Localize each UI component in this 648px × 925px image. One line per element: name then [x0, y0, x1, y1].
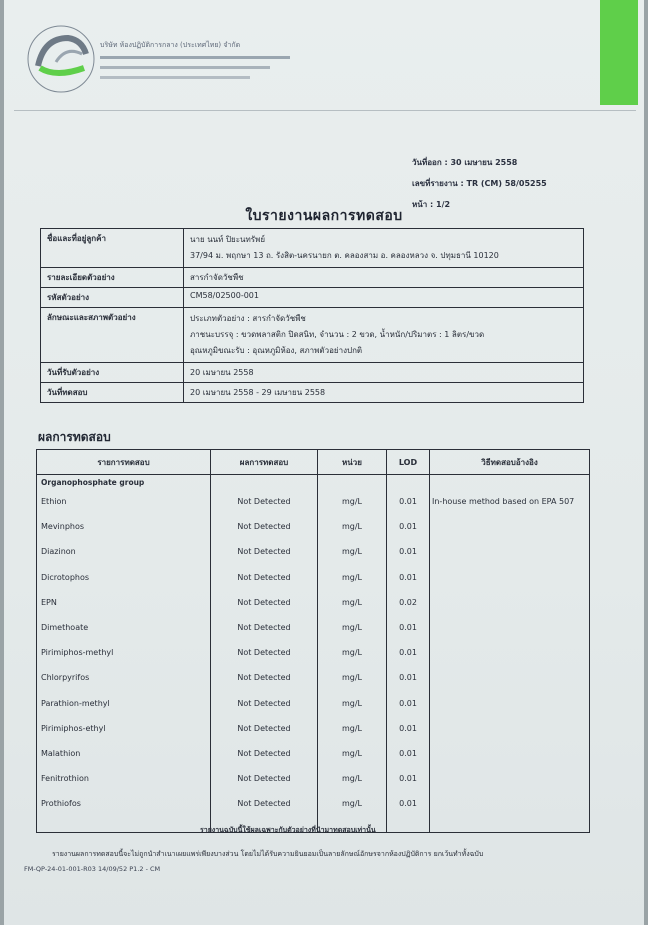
group-name: Organophosphate group: [37, 475, 211, 490]
test-unit: mg/L: [318, 565, 387, 590]
test-name: Pirimiphos-ethyl: [37, 716, 211, 741]
table-row: [37, 565, 590, 590]
test-result: Not Detected: [211, 741, 318, 766]
test-lod: 0.01: [387, 716, 430, 741]
col-header-unit: หน่วย: [318, 450, 387, 475]
test-unit: mg/L: [318, 615, 387, 640]
empty-cell: [211, 475, 318, 490]
report-number: เลขที่รายงาน : TR (CM) 58/05255: [412, 179, 547, 188]
test-method: [430, 691, 590, 716]
char-line: อุณหภูมิขณะรับ : อุณหภูมิห้อง, สภาพตัวอย่างปกติ: [190, 346, 363, 355]
test-method: [430, 565, 590, 590]
test-method: [430, 665, 590, 690]
test-lod: 0.01: [387, 640, 430, 665]
test-method: [430, 615, 590, 640]
info-row-sample: [41, 268, 584, 288]
empty-cell: [430, 816, 590, 833]
test-result: Not Detected: [211, 640, 318, 665]
table-row: [37, 615, 590, 640]
report-sheet: [4, 0, 644, 925]
test-result: Not Detected: [211, 716, 318, 741]
sample-value: สารกำจัดวัชพืช: [184, 268, 584, 288]
test-unit: mg/L: [318, 716, 387, 741]
results-header-row: [37, 450, 590, 475]
test-lod: 0.01: [387, 489, 430, 514]
test-lod: 0.01: [387, 615, 430, 640]
customer-label: ชื่อและที่อยู่ลูกค้า: [41, 229, 184, 268]
page-number: หน้า : 1/2: [412, 200, 451, 209]
tested-label: วันที่ทดสอบ: [41, 383, 184, 403]
test-method: [430, 590, 590, 615]
test-method: In-house method based on EPA 507: [430, 489, 590, 514]
test-result: Not Detected: [211, 691, 318, 716]
report-title: ใบรายงานผลการทดสอบ: [245, 208, 403, 224]
customer-address: 37/94 ม. พฤกษา 13 ถ. รังสิต-นครนายก ต. คลองสาม อ. คลองหลวง จ. ปทุมธานี 10120: [190, 251, 499, 260]
code-value: CM58/02500-001: [184, 288, 584, 308]
table-row: [37, 539, 590, 564]
test-result: Not Detected: [211, 489, 318, 514]
company-header: [100, 40, 290, 82]
test-name: Malathion: [37, 741, 211, 766]
test-lod: 0.01: [387, 565, 430, 590]
col-header-test: รายการทดสอบ: [37, 450, 211, 475]
test-result: Not Detected: [211, 590, 318, 615]
sample-info-table: [40, 228, 584, 403]
test-name: Dimethoate: [37, 615, 211, 640]
col-header-method: วิธีทดสอบอ้างอิง: [430, 450, 590, 475]
info-row-received: [41, 363, 584, 383]
test-lod: 0.01: [387, 791, 430, 816]
table-row: [37, 514, 590, 539]
test-unit: mg/L: [318, 741, 387, 766]
table-row: [37, 665, 590, 690]
results-title: ผลการทดสอบ: [38, 430, 111, 444]
company-logo-icon: [26, 24, 96, 94]
company-name: บริษัท ห้องปฏิบัติการกลาง (ประเทศไทย) จำกัด: [100, 41, 241, 49]
test-result: Not Detected: [211, 539, 318, 564]
test-result: Not Detected: [211, 615, 318, 640]
test-unit: mg/L: [318, 590, 387, 615]
info-row-customer: [41, 229, 584, 268]
table-row: [37, 590, 590, 615]
test-lod: 0.02: [387, 590, 430, 615]
customer-value: [184, 229, 584, 268]
test-name: Dicrotophos: [37, 565, 211, 590]
table-row: [37, 489, 590, 514]
col-header-lod: LOD: [387, 450, 430, 475]
green-corner-bar: [600, 0, 638, 105]
test-result: Not Detected: [211, 565, 318, 590]
test-name: Parathion-methyl: [37, 691, 211, 716]
test-lod: 0.01: [387, 539, 430, 564]
sample-label: รายละเอียดตัวอย่าง: [41, 268, 184, 288]
test-name: Chlorpyrifos: [37, 665, 211, 690]
test-name: Diazinon: [37, 539, 211, 564]
code-label: รหัสตัวอย่าง: [41, 288, 184, 308]
info-row-tested: [41, 383, 584, 403]
test-result: Not Detected: [211, 514, 318, 539]
table-row: [37, 741, 590, 766]
test-method: [430, 741, 590, 766]
test-result: Not Detected: [211, 665, 318, 690]
address-line-placeholder: [100, 56, 290, 59]
test-unit: mg/L: [318, 489, 387, 514]
test-unit: mg/L: [318, 665, 387, 690]
test-name: Mevinphos: [37, 514, 211, 539]
test-lod: 0.01: [387, 691, 430, 716]
test-lod: 0.01: [387, 514, 430, 539]
test-name: Fenitrothion: [37, 766, 211, 791]
empty-cell: [430, 475, 590, 490]
report-disclaimer: รายงานผลการทดสอบนี้จะไม่ถูกนำสำเนาเผยแพร่เพียงบางส่วน โดยไม่ได้รับความยินยอมเป็นลายลักษณ์อักษรจากห้องปฏิบัติการ ยกเว้นทำทั้งฉบับ: [52, 850, 484, 858]
test-method: [430, 640, 590, 665]
test-lod: 0.01: [387, 766, 430, 791]
tested-value: 20 เมษายน 2558 - 29 เมษายน 2558: [184, 383, 584, 403]
received-label: วันที่รับตัวอย่าง: [41, 363, 184, 383]
report-note: รายงานฉบับนี้ใช้ผลเฉพาะกับตัวอย่างที่นำมาทดสอบเท่านั้น: [200, 826, 376, 834]
results-table: [36, 449, 590, 833]
group-row: [37, 475, 590, 490]
customer-name: นาย นนท์ ปิยะนทรัพย์: [190, 235, 266, 244]
test-method: [430, 766, 590, 791]
test-unit: mg/L: [318, 514, 387, 539]
info-row-characteristics: [41, 308, 584, 363]
test-name: EPN: [37, 590, 211, 615]
test-unit: mg/L: [318, 691, 387, 716]
form-code: FM-QP-24-01-001-R03 14/09/52 P1.2 - CM: [24, 865, 161, 873]
table-row: [37, 640, 590, 665]
char-label: ลักษณะและสภาพตัวอย่าง: [41, 308, 184, 363]
empty-cell: [37, 816, 211, 833]
empty-cell: [387, 475, 430, 490]
table-row: [37, 691, 590, 716]
info-row-code: [41, 288, 584, 308]
table-row: [37, 766, 590, 791]
header-divider: [14, 110, 636, 111]
test-method: [430, 716, 590, 741]
test-method: [430, 791, 590, 816]
test-method: [430, 539, 590, 564]
test-unit: mg/L: [318, 766, 387, 791]
test-result: Not Detected: [211, 791, 318, 816]
empty-cell: [387, 816, 430, 833]
test-method: [430, 514, 590, 539]
test-lod: 0.01: [387, 665, 430, 690]
table-row: [37, 791, 590, 816]
test-name: Pirimiphos-methyl: [37, 640, 211, 665]
table-row: [37, 716, 590, 741]
char-line: ประเภทตัวอย่าง : สารกำจัดวัชพืช: [190, 314, 306, 323]
test-unit: mg/L: [318, 539, 387, 564]
char-value: [184, 308, 584, 363]
char-line: ภาชนะบรรจุ : ขวดพลาสติก ปิดสนิท, จำนวน : 2 ขวด, น้ำหนัก/ปริมาตร : 1 ลิตร/ขวด: [190, 330, 485, 339]
test-name: Ethion: [37, 489, 211, 514]
received-value: 20 เมษายน 2558: [184, 363, 584, 383]
issue-date: วันที่ออก : 30 เมษายน 2558: [412, 158, 518, 167]
test-unit: mg/L: [318, 791, 387, 816]
test-lod: 0.01: [387, 741, 430, 766]
test-unit: mg/L: [318, 640, 387, 665]
col-header-result: ผลการทดสอบ: [211, 450, 318, 475]
test-result: Not Detected: [211, 766, 318, 791]
results-body: [37, 475, 590, 833]
test-name: Prothiofos: [37, 791, 211, 816]
address-line-placeholder: [100, 76, 250, 79]
empty-cell: [318, 475, 387, 490]
address-line-placeholder: [100, 66, 270, 69]
